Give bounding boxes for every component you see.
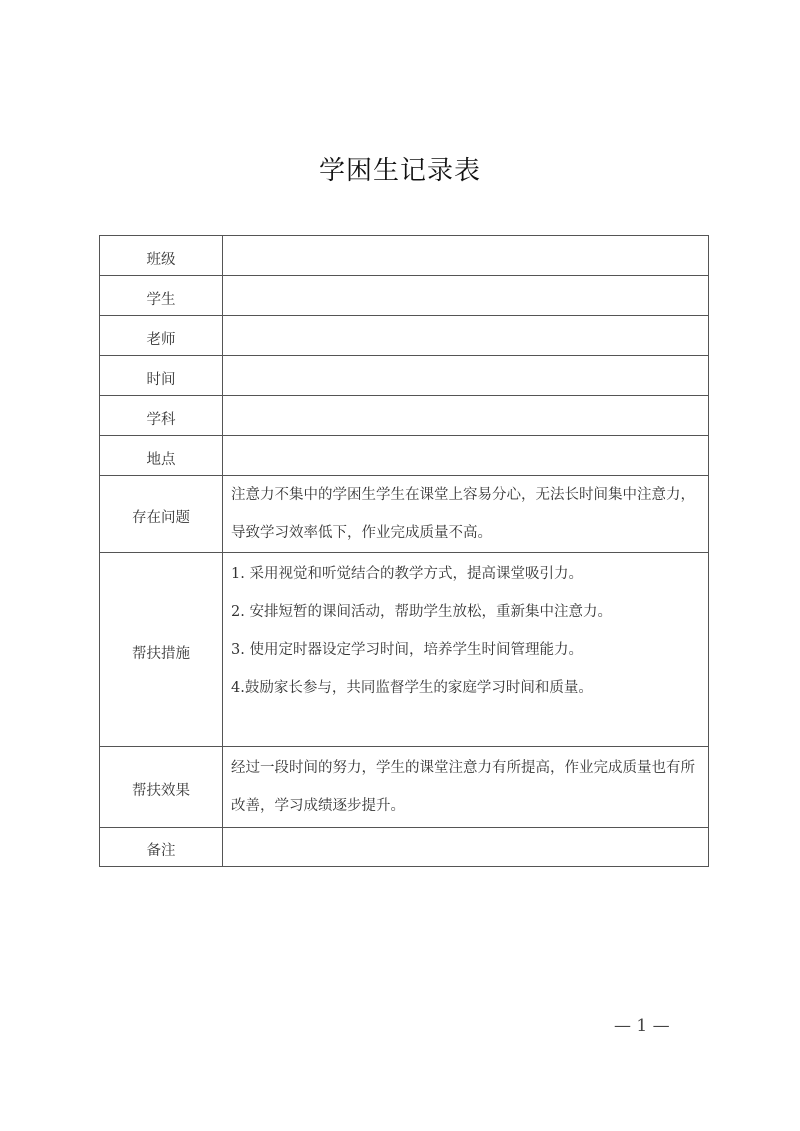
table-row-subject (100, 396, 709, 436)
table-row-class (100, 236, 709, 276)
label-measures: 帮扶措施 (100, 553, 223, 747)
value-effect (223, 747, 709, 828)
value-location (223, 436, 709, 476)
label-effect: 帮扶效果 (100, 747, 223, 828)
effect-text: 经过一段时间的努力，学生的课堂注意力有所提高，作业完成质量也有所改善，学习成绩逐步提升。 (231, 760, 695, 814)
problem-text: 注意力不集中的学困生学生在课堂上容易分心，无法长时间集中注意力，导致学习效率低下，作业完成质量不高。 (231, 487, 695, 541)
measure-item: 4.鼓励家长参与，共同监督学生的家庭学习时间和质量。 (231, 680, 593, 696)
table-row-location (100, 436, 709, 476)
value-time (223, 356, 709, 396)
label-location: 地点 (100, 436, 223, 476)
table-row-measures (100, 553, 709, 747)
label-teacher: 老师 (100, 316, 223, 356)
label-subject: 学科 (100, 396, 223, 436)
measure-item: 1. 采用视觉和听觉结合的教学方式，提高课堂吸引力。 (231, 566, 583, 582)
table-row-time (100, 356, 709, 396)
label-time: 时间 (100, 356, 223, 396)
measure-item: 2. 安排短暂的课间活动，帮助学生放松，重新集中注意力。 (231, 604, 612, 620)
table-row-teacher (100, 316, 709, 356)
label-remarks: 备注 (100, 828, 223, 867)
label-student: 学生 (100, 276, 223, 316)
table-row-student (100, 276, 709, 316)
page-number: — 1 — (614, 1016, 670, 1036)
label-problem: 存在问题 (100, 476, 223, 553)
value-problem (223, 476, 709, 553)
measure-item: 3. 使用定时器设定学习时间，培养学生时间管理能力。 (231, 642, 583, 658)
table-row-problem (100, 476, 709, 553)
table-row-effect (100, 747, 709, 828)
document-title: 学困生记录表 (318, 156, 481, 186)
value-subject (223, 396, 709, 436)
value-remarks (223, 828, 709, 867)
value-student (223, 276, 709, 316)
record-table (99, 235, 709, 867)
value-measures (223, 553, 709, 747)
value-class (223, 236, 709, 276)
table-row-remarks (100, 828, 709, 867)
label-class: 班级 (100, 236, 223, 276)
value-teacher (223, 316, 709, 356)
